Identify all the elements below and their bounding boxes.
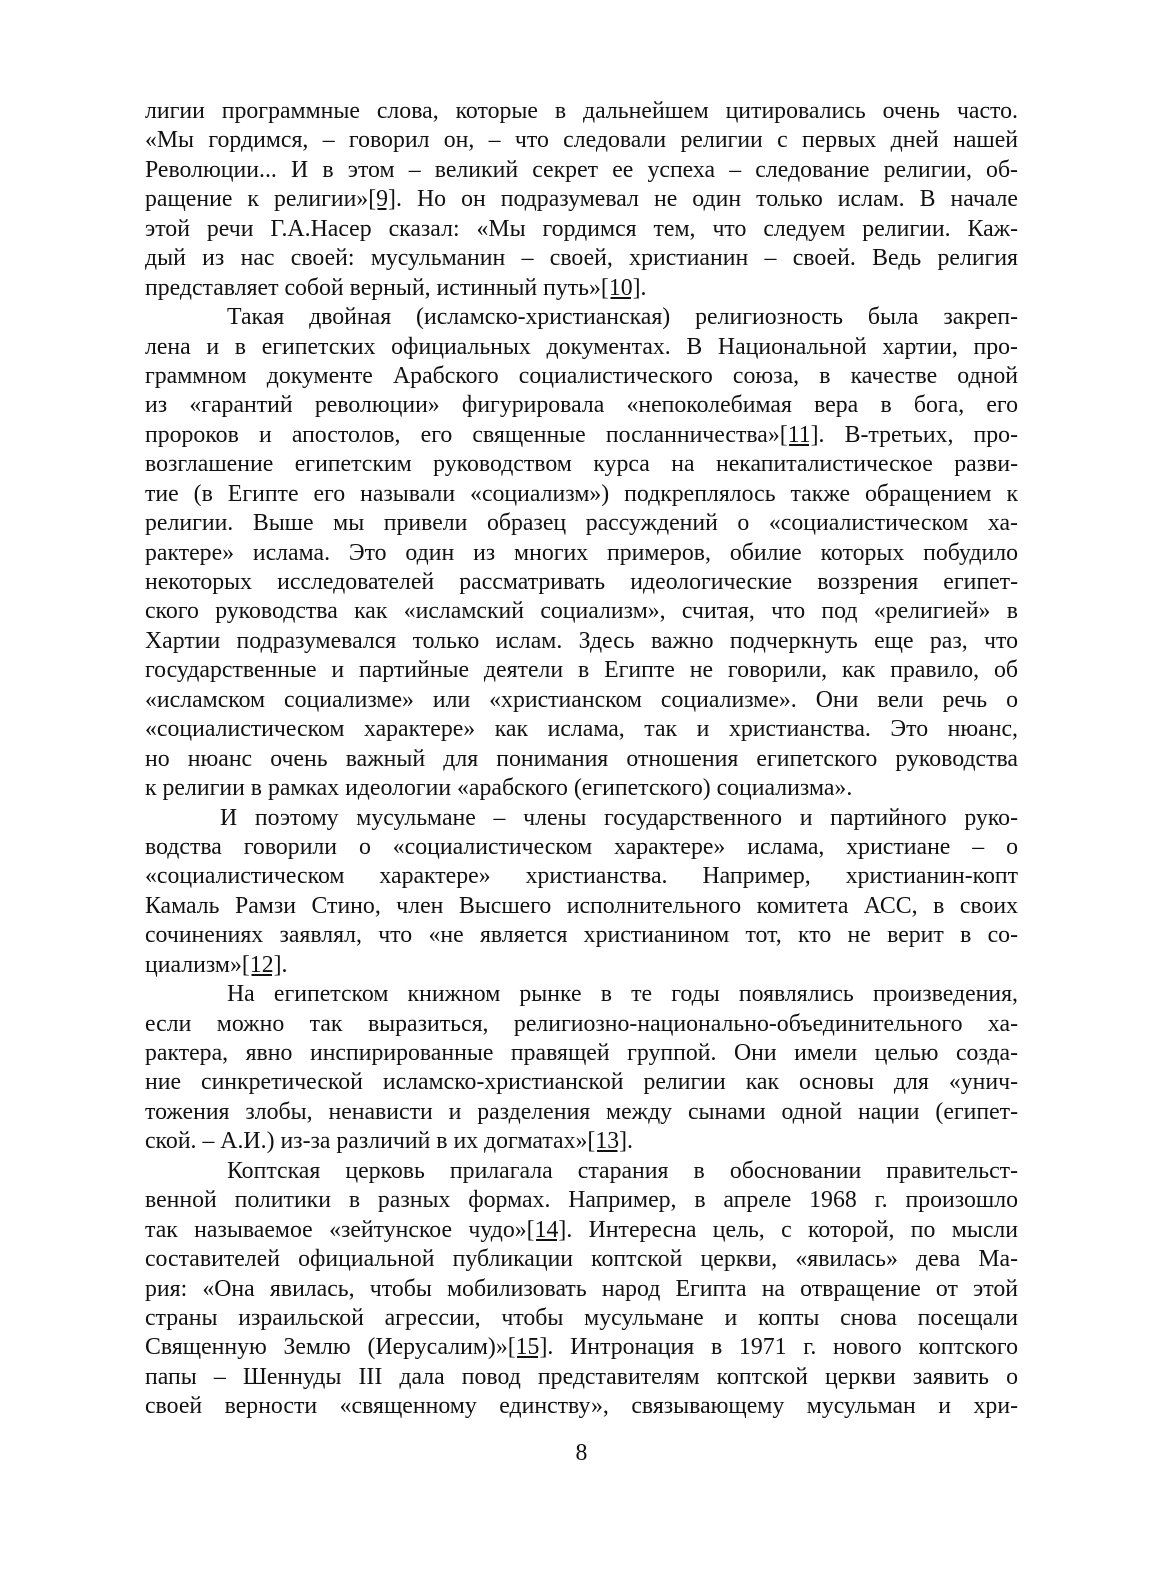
paragraph	[145, 1157, 1018, 1422]
text-line	[145, 1068, 1018, 1097]
text-segment: ние синкретической исламско-христианской религии как основы для «унич-	[145, 1069, 1018, 1096]
text-segment: тие (в Египте его называли «социализм») подкреплялось также обращением к	[145, 480, 1018, 507]
text-segment: циализм»	[145, 951, 242, 978]
text-segment: папы – Шеннуды III дала повод представителям коптской церкви заявить о	[145, 1363, 1018, 1390]
text-segment: представляет собой верный, истинный путь»	[145, 274, 601, 301]
text-line	[145, 951, 1018, 980]
text-line	[145, 1333, 1018, 1362]
text-segment: из «гарантий революции» фигурировала «непоколебимая вера в бога, его	[145, 392, 1018, 419]
text-segment: .	[627, 1128, 633, 1155]
text-line	[145, 892, 1018, 921]
text-segment: страны израильской агрессии, чтобы мусульмане и копты снова посещали	[145, 1304, 1018, 1331]
text-segment: рактера, явно инспирированные правящей группой. Они имели целью созда-	[145, 1040, 1018, 1066]
text-segment: «Мы гордимся, – говорил он, – что следовали религии с первых дней нашей	[145, 127, 1018, 154]
text-line	[145, 686, 1018, 715]
text-segment: «социалистическом характере» как ислама, так и христианства. Это нюанс,	[145, 716, 1018, 743]
text-line	[145, 333, 1018, 362]
text-segment: ращение к религии»	[145, 186, 369, 213]
text-segment: .	[640, 274, 647, 301]
text-segment: рактере» ислама. Это один из многих примеров, обилие которых побудило	[145, 539, 1018, 566]
text-segment: Хартии подразумевался только ислам. Здесь важно подчеркнуть еще раз, что	[145, 627, 1018, 654]
text-segment: «социалистическом характере» христианства. Например, христианин-копт	[145, 863, 1018, 890]
text-segment: но нюанс очень важный для понимания отношения египетского руководства	[145, 745, 1018, 772]
text-segment: этой речи Г.А.Насер сказал: «Мы гордимся тем, что следуем религии. Каж-	[145, 215, 1018, 242]
text-segment: к религии в рамках идеологии «арабского (египетского) социализма».	[145, 775, 853, 802]
text-segment: Камаль Рамзи Стино, член Высшего исполнительного комитета АСС, в своих	[145, 892, 1018, 919]
text-segment: пророков и апостолов, его священные посланничества»	[145, 421, 780, 448]
text-line	[145, 421, 1018, 450]
paragraph	[145, 97, 1018, 303]
text-line	[145, 804, 1018, 833]
text-segment: составителей официальной публикации коптской церкви, «явилась» дева Ма-	[145, 1246, 1018, 1273]
text-line	[145, 1216, 1018, 1245]
text-segment: так называемое «зейтунское чудо»	[145, 1216, 527, 1243]
text-line	[145, 215, 1018, 244]
text-line	[145, 1245, 1018, 1274]
text-line	[145, 627, 1018, 656]
paragraph	[145, 980, 1018, 1157]
text-line	[145, 303, 1018, 332]
footnote-reference-link[interactable]: [15]	[507, 1334, 548, 1361]
text-line	[145, 185, 1018, 214]
text-segment: государственные и партийные деятели в Египте не говорили, как правило, об	[145, 657, 1018, 684]
text-segment: .	[281, 951, 288, 978]
text-segment: тожения злобы, ненависти и разделения между сынами одной нации (египет-	[145, 1098, 1018, 1125]
text-line	[145, 480, 1018, 509]
text-line	[145, 715, 1018, 744]
footnote-reference-link[interactable]: [11]	[779, 421, 819, 448]
text-line	[145, 244, 1018, 273]
text-line	[145, 509, 1018, 538]
text-line	[145, 1127, 1018, 1156]
text-line	[145, 833, 1018, 862]
footnote-reference-link[interactable]: [13]	[587, 1128, 628, 1155]
text-segment: На египетском книжном рынке в те годы появлялись произведения,	[227, 981, 1018, 1008]
text-line	[145, 1098, 1018, 1127]
text-line	[145, 274, 1018, 303]
text-line	[145, 97, 1018, 126]
text-segment: Революции... И в этом – великий секрет ее успеха – следование религии, об-	[145, 156, 1018, 183]
paragraph	[145, 303, 1018, 803]
text-segment: . Интронация в 1971 г. нового коптского	[547, 1334, 1018, 1361]
text-line	[145, 1304, 1018, 1333]
text-line	[145, 597, 1018, 626]
text-line	[145, 980, 1018, 1009]
text-segment: лена и в египетских официальных документах. В Национальной хартии, про-	[145, 333, 1018, 360]
text-segment: религии. Выше мы привели образец рассуждений о «социалистическом ха-	[145, 510, 1018, 537]
body-text	[145, 97, 1018, 1422]
text-line	[145, 1157, 1018, 1186]
text-segment: . Но он подразумевал не один только ислам. В начале	[395, 186, 1018, 213]
text-line	[145, 126, 1018, 155]
text-segment: граммном документе Арабского социалистического союза, в качестве одной	[145, 362, 1018, 389]
text-segment: И поэтому мусульмане – члены государственного и партийного руко-	[220, 804, 1018, 831]
text-segment: венной политики в разных формах. Например, в апреле 1968 г. произошло	[145, 1187, 1018, 1214]
text-segment: ского руководства как «исламский социализм», считая, что под «религией» в	[145, 598, 1018, 625]
text-line	[145, 391, 1018, 420]
text-line	[145, 656, 1018, 685]
text-line	[145, 362, 1018, 391]
text-line	[145, 1275, 1018, 1304]
text-line	[145, 1186, 1018, 1215]
text-segment: сочинениях заявлял, что «не является христианином тот, кто не верит в со-	[145, 922, 1018, 949]
text-segment: ской. – А.И.) из-за различий в их догматах»	[145, 1128, 588, 1155]
text-segment: . Интересна цель, с которой, по мысли	[566, 1216, 1018, 1243]
text-line	[145, 539, 1018, 568]
text-segment: . В-третьих, про-	[818, 421, 1018, 448]
text-segment: Коптская церковь прилагала старания в обосновании правительст-	[227, 1157, 1018, 1184]
text-line	[145, 450, 1018, 479]
text-segment: «исламском социализме» или «христианском социализме». Они вели речь о	[145, 686, 1018, 713]
text-line	[145, 568, 1018, 597]
text-segment: водства говорили о «социалистическом характере» ислама, христиане – о	[145, 833, 1018, 860]
text-line	[145, 1363, 1018, 1392]
text-line	[145, 921, 1018, 950]
text-line	[145, 774, 1018, 803]
text-line	[145, 1010, 1018, 1039]
text-segment: лигии программные слова, которые в дальнейшем цитировались очень часто.	[145, 98, 1018, 124]
text-segment: своей верности «священному единству», связывающему мусульман и хри-	[145, 1393, 1018, 1420]
text-segment: возглашение египетским руководством курса на некапиталистическое разви-	[145, 451, 1018, 478]
text-segment: некоторых исследователей рассматривать идеологические воззрения египет-	[145, 569, 1018, 595]
text-segment: дый из нас своей: мусульманин – своей, христианин – своей. Ведь религия	[145, 245, 1018, 272]
text-line	[145, 862, 1018, 891]
text-segment: рия: «Она явилась, чтобы мобилизовать народ Египта на отвращение от этой	[145, 1275, 1018, 1302]
page-number: 8	[575, 1440, 588, 1466]
footnote-reference-link[interactable]: [12]	[241, 951, 282, 978]
text-line	[145, 745, 1018, 774]
text-line	[145, 1392, 1018, 1421]
text-line	[145, 1039, 1018, 1068]
footnote-reference-link[interactable]: [9]	[368, 186, 396, 213]
text-segment: Такая двойная (исламско-христианская) религиозность была закреп-	[227, 304, 1018, 331]
text-segment: Священную Землю (Иерусалим)»	[145, 1334, 508, 1361]
text-line	[145, 156, 1018, 185]
paragraph	[145, 804, 1018, 981]
text-segment: если можно так выразиться, религиозно-национально-объединительного ха-	[145, 1010, 1018, 1037]
footnote-reference-link[interactable]: [14]	[526, 1216, 567, 1243]
footnote-reference-link[interactable]: [10]	[600, 274, 641, 301]
